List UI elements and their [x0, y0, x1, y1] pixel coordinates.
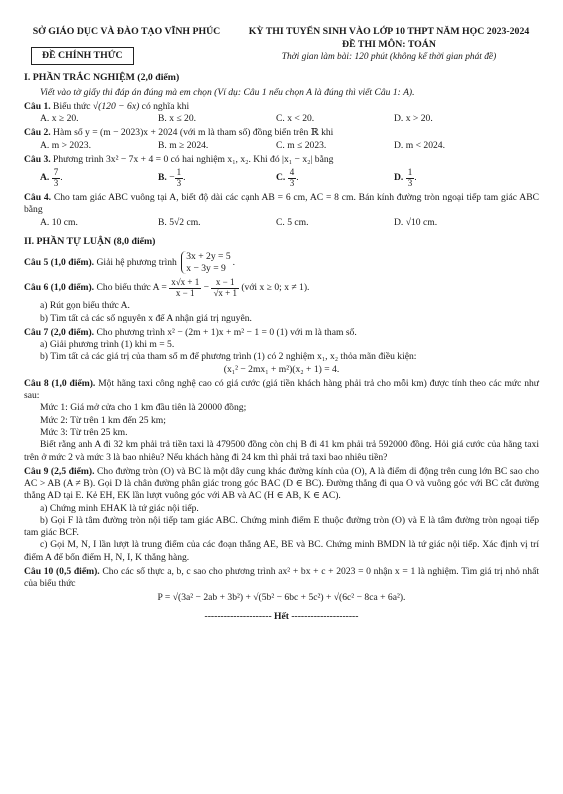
q3-option-d-letter: D.	[394, 172, 404, 184]
q4-option-a: A. 10 cm.	[40, 216, 78, 228]
question-6-fraction-2	[211, 278, 239, 298]
q2-option-c: C. m ≤ 2023.	[276, 139, 327, 151]
question-4-label: Câu 4.	[24, 192, 52, 204]
question-3-options	[24, 166, 539, 190]
q2-option-d: D. m < 2024.	[394, 139, 445, 151]
q6-f1-num: x√x + 1	[171, 277, 200, 288]
exam-subject: ĐỀ THI MÔN: TOÁN	[342, 38, 436, 50]
q1-option-c: C. x < 20.	[276, 113, 315, 125]
q6-f2-num: x − 1	[211, 278, 239, 288]
question-6-condition: (với x ≥ 0; x ≠ 1).	[238, 282, 310, 294]
q3-option-a-num: 7	[53, 167, 59, 178]
q2-option-a: A. m > 2023.	[40, 139, 91, 151]
header-left	[24, 26, 229, 65]
q3-option-b-sign: −	[169, 172, 175, 184]
q3-option-c: C. $\frac{4}{3}$ .	[276, 167, 299, 188]
question-8-level-3: Mức 3: Từ trên 25 km.	[40, 427, 128, 439]
q3-option-c-den: 3	[289, 177, 295, 188]
q3-option-c-num: 4	[289, 167, 295, 178]
question-6-pre: Cho biểu thức A =	[94, 282, 170, 294]
q3-option-b-num: 1	[176, 167, 182, 178]
q6-minus: −	[201, 282, 212, 294]
question-8-tail: Biết rằng anh A đi 32 km phải trả tiền taxi là 479500 đồng còn chị B đi 41 km phải trả 592000 đồng. Hỏi giá cước của hãng taxi trên ở mức 2 và mức 3 là bao nhiêu? Nếu khách hàng đi 24 km thì phải trả taxi bao nhiêu tiền?	[24, 439, 539, 463]
question-1-expr: √(120 − 6x)	[92, 100, 140, 112]
question-6	[24, 278, 539, 298]
question-1-options	[24, 113, 539, 125]
q3-option-c-fraction	[288, 168, 297, 188]
header-right	[239, 26, 539, 65]
part2-heading: II. PHẦN TỰ LUẬN (8,0 điểm)	[24, 235, 156, 247]
question-5-system	[181, 251, 230, 275]
question-9-label: Câu 9 (2,5 điểm).	[24, 465, 95, 477]
q3-option-a-fraction	[52, 168, 61, 188]
question-2	[24, 127, 539, 139]
question-7-part-a: a) Giải phương trình (1) khi m = 5.	[40, 339, 175, 351]
official-badge: ĐỀ CHÍNH THỨC	[31, 47, 134, 66]
question-7-condition: (x₁² − 2mx₁ + m²)(x₂ + 1) = 4.	[223, 363, 340, 375]
question-9-text: Cho đường tròn (O) và BC là một dây cung khác đường kính của (O), A là điểm di động trên cung lớn BC sao cho AC > AB (A ≠ B). Gọi D là chân đường phân giác trong góc BAC (D ∈ BC). Đường thẳng đi qua O và vuông góc với BC cắt đường thẳng AD tại E. Kẻ EH, EK lần lượt vuông góc với AB và AC (H ∈ AB, K ∈ AC).	[24, 465, 540, 502]
q3-option-b: B. − $\frac{1}{3}$ .	[158, 167, 186, 188]
q3-option-d: D. $\frac{1}{3}$ .	[394, 167, 417, 188]
question-10-formula: P = √(3a² − 2ab + 3b²) + √(5b² − 6bc + 5c²) + √(6c² − 8ca + 6a²).	[157, 592, 406, 604]
q1-option-b: B. x ≤ 20.	[158, 113, 197, 125]
exam-title: KỲ THI TUYỂN SINH VÀO LỚP 10 THPT NĂM HỌC 2023-2024	[248, 26, 530, 37]
q3-option-c-letter: C.	[276, 172, 286, 184]
question-5-label: Câu 5 (1,0 điểm).	[24, 256, 95, 268]
question-10-text: Cho các số thực a, b, c sao cho phương trình ax² + bx + c + 2023 = 0 nhận x = 1 là nghiệm. Tìm giá trị nhỏ nhất của biểu thức	[24, 565, 539, 590]
q3-option-d-den: 3	[407, 177, 413, 188]
question-1-label: Câu 1.	[24, 100, 51, 112]
question-6-part-a: a) Rút gọn biểu thức A.	[40, 300, 130, 312]
exam-header	[24, 26, 539, 65]
q3-option-b-fraction	[175, 168, 184, 188]
question-8-text: Một hãng taxi công nghệ cao có giá cước (giá tiền khách hàng phải trả cho mỗi km) được tính theo các mức như sau:	[24, 377, 539, 402]
question-3-label: Câu 3.	[24, 153, 51, 165]
question-7-part-b: b) Tìm tất cả các giá trị của tham số m để phương trình (1) có 2 nghiệm x₁, x₂ thỏa mãn điều kiện:	[40, 351, 417, 363]
q3-option-d-fraction	[406, 168, 415, 188]
question-4	[24, 192, 539, 217]
question-1-pre: Biểu thức	[50, 100, 93, 112]
question-8-level-1: Mức 1: Giá mở cửa cho 1 km đầu tiên là 20000 đồng;	[40, 402, 247, 414]
question-3	[24, 154, 539, 166]
question-6-part-b: b) Tìm tất cả các số nguyên x để A nhận giá trị nguyên.	[40, 312, 252, 324]
question-7-label: Câu 7 (2,0 điểm).	[24, 326, 95, 338]
question-9-part-b: b) Gọi F là tâm đường tròn nội tiếp tam giác ABC. Chứng minh điểm E thuộc đường tròn (O) và E là tâm đường tròn ngoại tiếp tam giác BCF.	[24, 514, 539, 539]
question-5-eq2: x − 3y = 9	[186, 262, 226, 274]
part1-instruction: Viết vào tờ giấy thi đáp án đúng mà em chọn (Ví dụ: Câu 1 nếu chọn A là đúng thì viết Câu 1: A).	[40, 86, 415, 98]
q4-option-b: B. 5√2 cm.	[158, 216, 201, 228]
q2-option-b: B. m ≥ 2024.	[158, 139, 209, 151]
question-2-label: Câu 2.	[24, 127, 51, 139]
question-3-text: Phương trình 3x² − 7x + 4 = 0 có hai nghiệm x₁, x₂. Khi đó |x₁ − x₂| bằng	[50, 153, 334, 165]
q4-option-c: C. 5 cm.	[276, 216, 309, 228]
question-5-eq1: 3x + 2y = 5	[186, 250, 231, 262]
question-7-text: Cho phương trình x² − (2m + 1)x + m² − 1 = 0 (1) với m là tham số.	[94, 326, 357, 338]
q3-option-b-letter: B.	[158, 172, 167, 184]
question-8-level-2: Mức 2: Từ trên 1 km đến 25 km;	[40, 414, 166, 426]
question-8	[24, 378, 539, 403]
question-9-part-c: c) Gọi M, N, I lần lượt là trung điểm của các đoạn thẳng AE, BE và BC. Chứng minh BMDN là tứ giác nội tiếp. Xác định vị trí điểm A để bốn điểm H, N, I, K thẳng hàng.	[24, 539, 539, 563]
department-name: SỞ GIÁO DỤC VÀ ĐÀO TẠO VĨNH PHÚC	[32, 26, 221, 37]
question-6-label: Câu 6 (1,0 điểm).	[24, 282, 95, 294]
q3-option-a: A. $\frac{7}{3}$ .	[40, 167, 63, 188]
question-10-label: Câu 10 (0,5 điểm).	[24, 565, 100, 577]
question-9-part-a: a) Chứng minh EHAK là tứ giác nội tiếp.	[40, 502, 199, 514]
question-10	[24, 566, 539, 591]
q3-option-b-den: 3	[176, 177, 182, 188]
question-5-text: Giải hệ phương trình	[94, 256, 180, 268]
q1-option-d: D. x > 20.	[394, 113, 433, 125]
exam-time: Thời gian làm bài: 120 phút (không kể thời gian phát đề)	[281, 52, 497, 63]
q1-option-a: A. x ≥ 20.	[40, 113, 79, 125]
question-6-fraction-1	[169, 278, 201, 298]
question-4-options	[24, 217, 539, 229]
question-7	[24, 327, 539, 339]
question-4-text: Cho tam giác ABC vuông tại A, biết độ dài các cạnh AB = 6 cm, AC = 8 cm. Bán kính đường tròn ngoại tiếp tam giác ABC bằng	[24, 192, 539, 216]
question-1-post: có nghĩa khi	[139, 100, 190, 112]
question-1	[24, 101, 539, 113]
question-9	[24, 466, 539, 503]
question-2-options	[24, 140, 539, 152]
q6-f1-den: x − 1	[175, 287, 195, 298]
question-5: Câu 5 (1,0 điểm). Giải hệ phương trình 3x + 2y = 5 x − 3y = 9.	[24, 250, 236, 274]
end-marker: --------------------- Hết ---------------------	[204, 610, 359, 622]
q3-option-d-num: 1	[407, 167, 413, 178]
question-8-label: Câu 8 (1,0 điểm).	[24, 377, 96, 389]
q6-f2-den: √x + 1	[213, 287, 237, 298]
part1-heading: I. PHẦN TRẮC NGHIỆM (2,0 điểm)	[24, 72, 180, 84]
question-2-text: Hàm số y = (m − 2023)x + 2024 (với m là tham số) đồng biến trên ℝ khi	[50, 127, 334, 139]
q3-option-a-den: 3	[53, 177, 59, 188]
q4-option-d: D. √10 cm.	[394, 216, 438, 228]
q3-option-a-letter: A.	[40, 172, 50, 184]
